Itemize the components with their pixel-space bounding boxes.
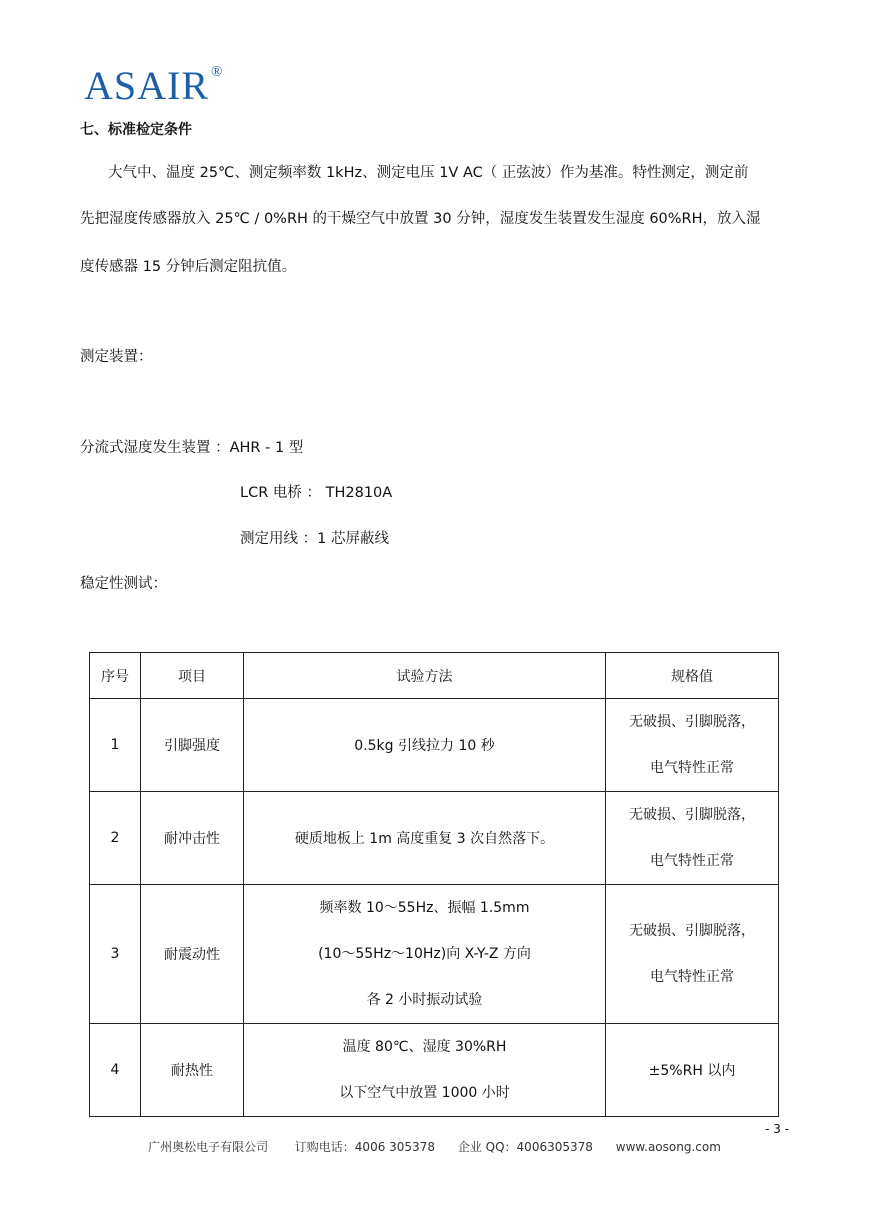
row-method: [244, 1024, 606, 1117]
company-logo: [84, 62, 222, 110]
page-footer: 广州奥松电子有限公司 订购电话：4006 305378 企业 QQ：4006305378 www.aosong.com: [148, 1140, 721, 1154]
row-method: [244, 699, 606, 792]
logo-text: ASAIR: [84, 63, 210, 108]
table-row: [90, 699, 779, 792]
row-spec: [606, 1024, 779, 1117]
row-item: 引脚强度: [141, 699, 244, 792]
method-line: 各 2 小时振动试验: [366, 992, 483, 1008]
header-spec: 规格值: [606, 653, 779, 699]
paragraph-line-3: 度传感器 15 分钟后测定阻抗值。: [80, 259, 297, 275]
row-item: 耐热性: [141, 1024, 244, 1117]
header-item: 项目: [141, 653, 244, 699]
row-spec: [606, 699, 779, 792]
spec-line: 无破损、引脚脱落，: [629, 714, 755, 730]
method-line: 0.5kg 引线拉力 10 秒: [354, 738, 495, 754]
row-no: 1: [90, 699, 141, 792]
section-title: 七、标准检定条件: [80, 122, 192, 138]
row-method: [244, 792, 606, 885]
paragraph-line-2: 先把湿度传感器放入 25℃ / 0%RH 的干燥空气中放置 30 分钟，湿度发生装置发生湿度 60%RH，放入湿: [80, 211, 761, 227]
method-line: 频率数 10～55Hz、振幅 1.5mm: [319, 900, 530, 916]
stability-test-table: [89, 652, 779, 1117]
paragraph-line-1: 大气中、温度 25℃、测定频率数 1kHz、测定电压 1V AC（ 正弦波）作为基准。特性测定，测定前: [108, 165, 749, 181]
lcr-bridge: LCR 电桥 ： TH2810A: [240, 485, 393, 501]
row-item: 耐震动性: [141, 885, 244, 1024]
equipment-heading: 测定装置：: [80, 349, 153, 365]
header-no: 序号: [90, 653, 141, 699]
test-wire: 测定用线 ：1 芯屏蔽线: [240, 531, 389, 547]
spec-line: 电气特性正常: [650, 760, 734, 776]
page-number: - 3 -: [765, 1122, 789, 1136]
spec-line: 电气特性正常: [650, 853, 734, 869]
row-spec: [606, 885, 779, 1024]
method-line: 硬质地板上 1m 高度重复 3 次自然落下。: [294, 831, 555, 847]
method-line: (10～55Hz～10Hz)向 X-Y-Z 方向: [318, 946, 531, 962]
table-row: [90, 1024, 779, 1117]
spec-line: 无破损、引脚脱落，: [629, 923, 755, 939]
row-item: 耐冲击性: [141, 792, 244, 885]
row-method: [244, 885, 606, 1024]
registered-mark: ®: [211, 64, 223, 80]
table-row: [90, 792, 779, 885]
method-line: 温度 80℃、湿度 30%RH: [342, 1039, 507, 1055]
table-header-row: [90, 653, 779, 699]
header-method: 试验方法: [244, 653, 606, 699]
table-row: [90, 885, 779, 1024]
spec-line: 电气特性正常: [650, 969, 734, 985]
row-no: 2: [90, 792, 141, 885]
stability-heading: 稳定性测试：: [80, 576, 167, 592]
row-no: 3: [90, 885, 141, 1024]
row-spec: [606, 792, 779, 885]
humidity-generator: 分流式湿度发生装置 ：AHR - 1 型: [80, 440, 304, 456]
spec-line: ±5%RH 以内: [648, 1063, 736, 1079]
row-no: 4: [90, 1024, 141, 1117]
spec-line: 无破损、引脚脱落，: [629, 807, 755, 823]
method-line: 以下空气中放置 1000 小时: [339, 1085, 510, 1101]
